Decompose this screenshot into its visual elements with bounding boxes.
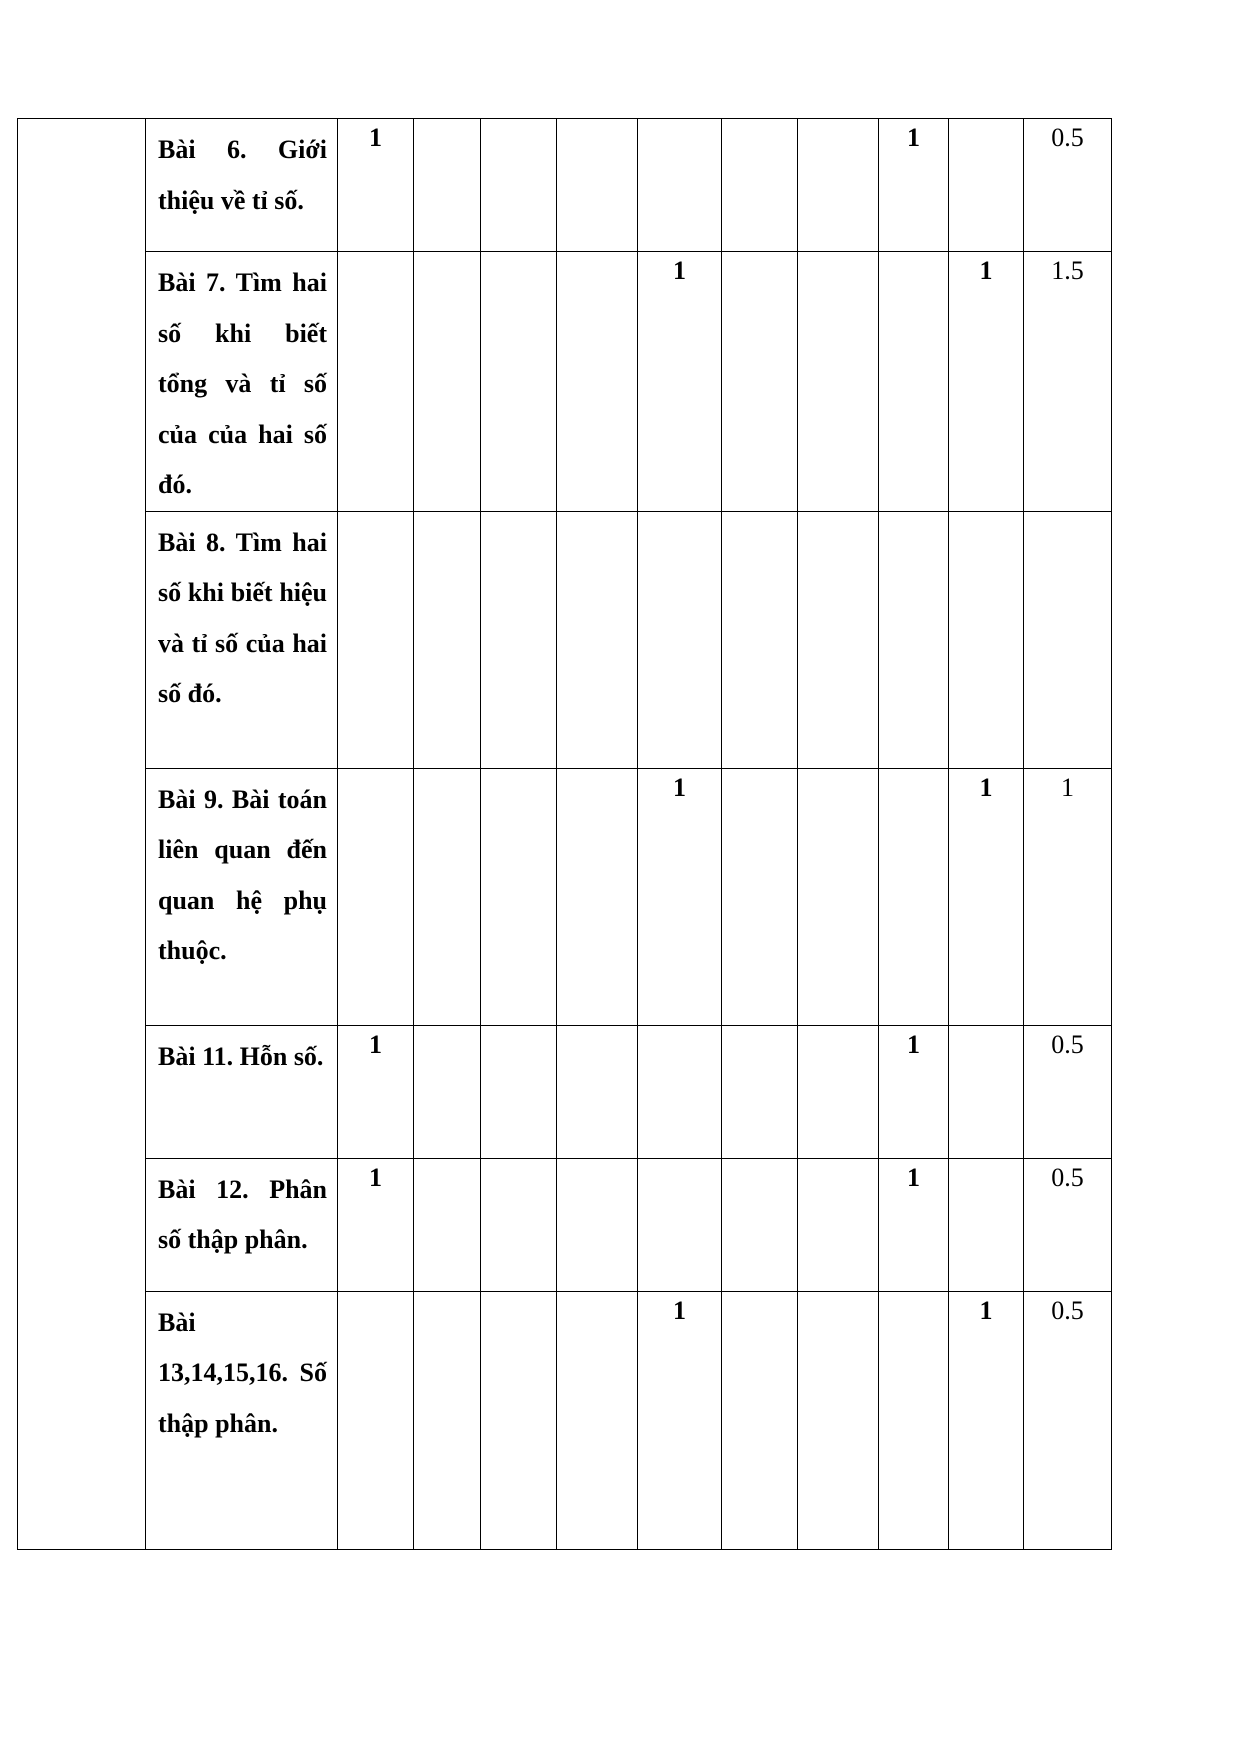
count-cell: 1	[879, 1025, 949, 1158]
count-cell: 1	[638, 252, 722, 512]
count-cell	[722, 252, 798, 512]
lesson-title: Bài 11. Hỗn số.	[158, 1041, 324, 1071]
topic-cell	[18, 119, 146, 1550]
lesson-title: Bài 12. Phân số thập phân.	[158, 1174, 327, 1254]
count-cell: 1	[638, 1291, 722, 1549]
lesson-cell	[146, 1158, 338, 1291]
lesson-cell	[146, 1291, 338, 1549]
count-cell	[879, 768, 949, 1025]
score-cell: 1.5	[1024, 252, 1112, 512]
score-cell: 1	[1024, 768, 1112, 1025]
lesson-cell	[146, 1025, 338, 1158]
count-cell	[722, 768, 798, 1025]
count-cell	[638, 511, 722, 768]
count-cell	[798, 252, 879, 512]
count-cell	[338, 252, 414, 512]
table-row	[18, 1158, 1112, 1291]
count-cell	[414, 768, 481, 1025]
count-cell	[338, 1291, 414, 1549]
count-cell: 1	[338, 119, 414, 252]
count-cell	[557, 1291, 638, 1549]
count-cell	[557, 511, 638, 768]
table-row	[18, 119, 1112, 252]
score-cell: 0.5	[1024, 1025, 1112, 1158]
count-cell	[414, 119, 481, 252]
count-cell	[414, 1291, 481, 1549]
count-cell: 1	[949, 768, 1024, 1025]
count-cell	[557, 252, 638, 512]
count-cell: 1	[949, 252, 1024, 512]
count-cell	[949, 511, 1024, 768]
count-cell	[879, 511, 949, 768]
count-cell	[338, 768, 414, 1025]
count-cell	[798, 511, 879, 768]
score-cell: 0.5	[1024, 1158, 1112, 1291]
lesson-title: Bài 7. Tìm hai số khi biết tổng và tỉ số của của hai số đó.	[158, 268, 327, 499]
count-cell	[481, 1025, 557, 1158]
count-cell	[481, 511, 557, 768]
count-cell: 1	[338, 1025, 414, 1158]
count-cell	[481, 1291, 557, 1549]
count-cell	[414, 252, 481, 512]
count-cell	[722, 1025, 798, 1158]
count-cell: 1	[879, 1158, 949, 1291]
count-cell	[798, 1291, 879, 1549]
table-row	[18, 1291, 1112, 1549]
score-cell	[1024, 511, 1112, 768]
count-cell	[949, 119, 1024, 252]
lesson-title: Bài 9. Bài toán liên quan đến quan hệ phụ thuộc.	[158, 784, 327, 965]
count-cell	[949, 1158, 1024, 1291]
lesson-title: Bài 8. Tìm hai số khi biết hiệu và tỉ số của hai số đó.	[158, 527, 327, 708]
count-cell	[414, 1158, 481, 1291]
test-matrix-table	[17, 118, 1112, 1550]
lesson-cell	[146, 252, 338, 512]
count-cell	[722, 511, 798, 768]
count-cell	[798, 1158, 879, 1291]
count-cell	[481, 252, 557, 512]
count-cell	[557, 1158, 638, 1291]
count-cell	[638, 1025, 722, 1158]
count-cell	[481, 768, 557, 1025]
count-cell: 1	[879, 119, 949, 252]
count-cell: 1	[949, 1291, 1024, 1549]
count-cell	[414, 1025, 481, 1158]
count-cell	[949, 1025, 1024, 1158]
count-cell	[879, 252, 949, 512]
table-row	[18, 511, 1112, 768]
count-cell	[557, 1025, 638, 1158]
lesson-cell	[146, 511, 338, 768]
count-cell	[722, 119, 798, 252]
table-row	[18, 1025, 1112, 1158]
lesson-title: Bài 13,14,15,16. Số thập phân.	[158, 1307, 327, 1438]
count-cell	[338, 511, 414, 768]
table-row	[18, 252, 1112, 512]
count-cell	[638, 119, 722, 252]
count-cell	[798, 119, 879, 252]
count-cell	[798, 1025, 879, 1158]
count-cell	[557, 119, 638, 252]
count-cell	[557, 768, 638, 1025]
count-cell	[638, 1158, 722, 1291]
count-cell	[722, 1158, 798, 1291]
count-cell	[798, 768, 879, 1025]
count-cell	[481, 1158, 557, 1291]
count-cell: 1	[638, 768, 722, 1025]
lesson-title: Bài 6. Giới thiệu về tỉ số.	[158, 135, 327, 215]
lesson-cell	[146, 768, 338, 1025]
lesson-cell	[146, 119, 338, 252]
table-row	[18, 768, 1112, 1025]
count-cell	[481, 119, 557, 252]
count-cell	[414, 511, 481, 768]
count-cell: 1	[338, 1158, 414, 1291]
count-cell	[722, 1291, 798, 1549]
score-cell: 0.5	[1024, 1291, 1112, 1549]
score-cell: 0.5	[1024, 119, 1112, 252]
count-cell	[879, 1291, 949, 1549]
